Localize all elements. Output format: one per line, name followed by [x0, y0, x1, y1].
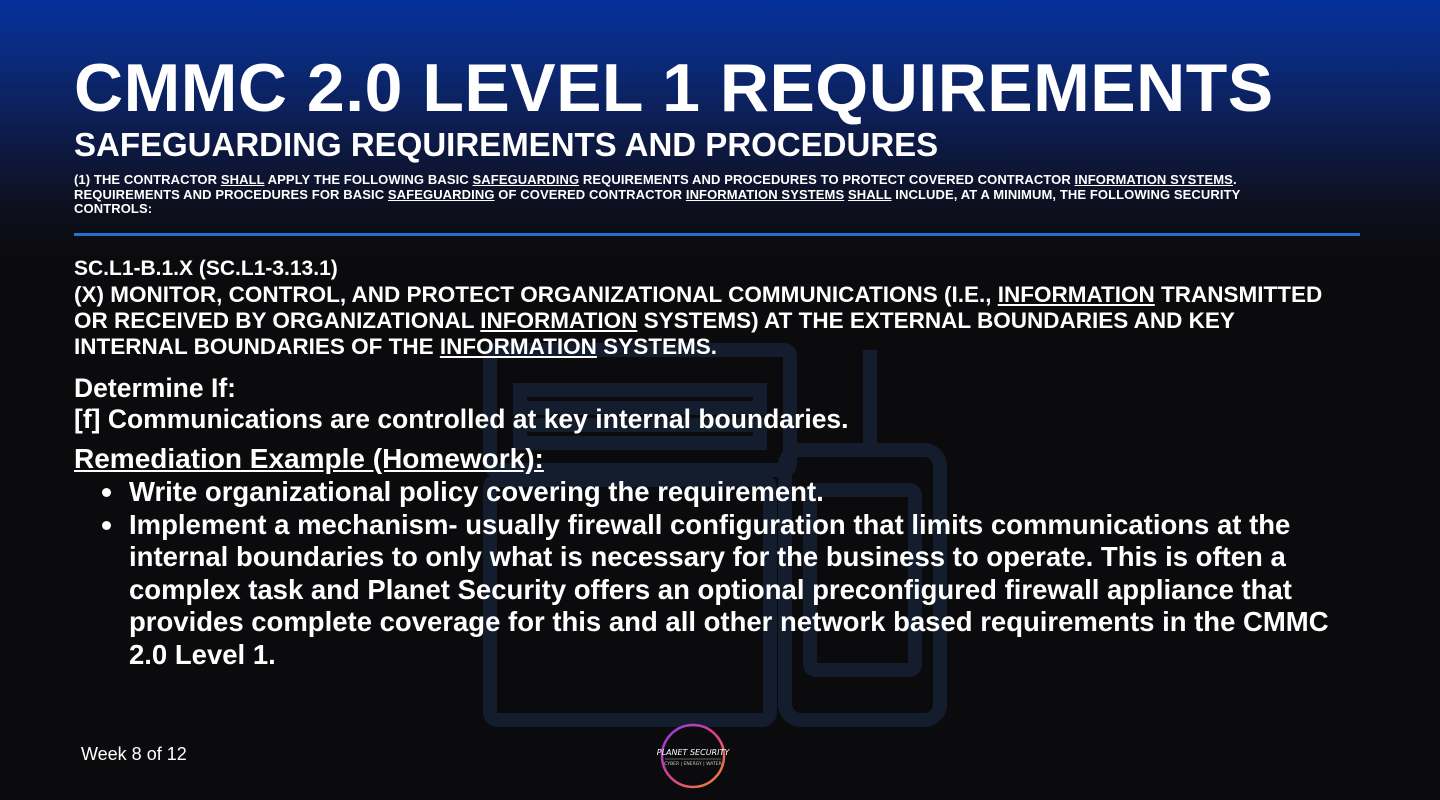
intro-paragraph: (1) THE CONTRACTOR SHALL APPLY THE FOLLOWING BASIC SAFEGUARDING REQUIREMENTS AND PROCEDURES TO PROTECT COVERED CONTRACTOR INFORMATION SYSTEMS. REQUIREMENTS AND PROCEDURES FOR BASIC SAFEGUARDING OF COVERED CONTRACTOR INFORMATION SYSTEMS SHALL INCLUDE, AT A MINIMUM, THE FOLLOWING SECURITY CONTROLS: [74, 172, 1241, 216]
control-description: (X) MONITOR, CONTROL, AND PROTECT ORGANIZATIONAL COMMUNICATIONS (I.E., INFORMATION TRANSMITTED OR RECEIVED BY ORGANIZATIONAL INFORMATION SYSTEMS) AT THE EXTERNAL BOUNDARIES AND KEY INTERNAL BOUNDARIES OF THE INFORMATION SYSTEMS. [74, 282, 1323, 359]
bullet-icon [102, 488, 111, 497]
determine-item: [f] Communications are controlled at key internal boundaries. [74, 404, 849, 434]
bullet-icon [102, 521, 111, 530]
determine-section [74, 373, 849, 435]
week-indicator: Week 8 of 12 [81, 744, 187, 764]
remediation-heading: Remediation Example (Homework): [74, 443, 544, 474]
list-item: Implement a mechanism- usually firewall configuration that limits communications at the internal boundaries to only what is necessary for the business to operate. This is often a complex task and Planet Security offers an optional preconfigured firewall appliance that provides complete coverage for this and all other network based requirements in the CMMC 2.0 Level 1. [102, 509, 1352, 672]
section-divider [74, 233, 1360, 236]
page-title: CMMC 2.0 LEVEL 1 REQUIREMENTS [74, 50, 1274, 126]
page-subtitle: SAFEGUARDING REQUIREMENTS AND PROCEDURES [74, 126, 939, 163]
determine-heading: Determine If: [74, 373, 236, 403]
remediation-list [102, 476, 1352, 671]
planet-security-logo [645, 722, 741, 792]
svg-text:PLANET SECURITY: PLANET SECURITY [656, 748, 730, 757]
svg-text:CYBER | ENERGY | WATER: CYBER | ENERGY | WATER [664, 762, 722, 767]
control-code: SC.L1-B.1.X (SC.L1-3.13.1) [74, 257, 338, 280]
list-item: Write organizational policy covering the requirement. [102, 476, 1352, 509]
